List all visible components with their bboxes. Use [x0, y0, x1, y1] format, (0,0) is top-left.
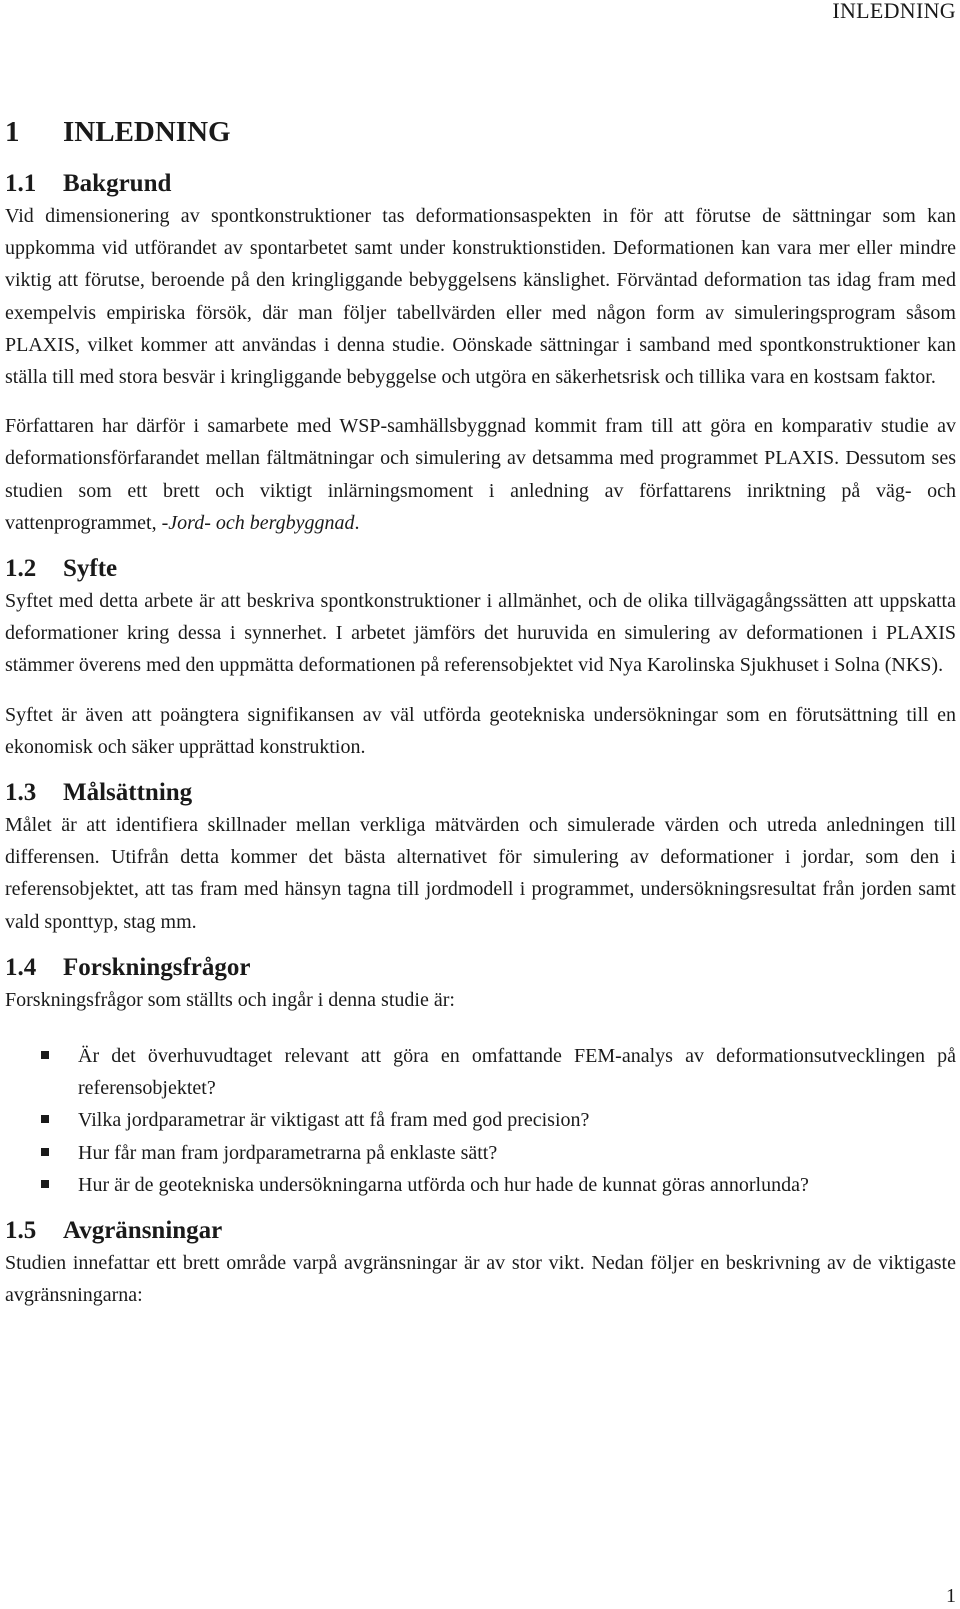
section-number: 1.4: [5, 953, 37, 981]
section-heading-bakgrund: [5, 168, 956, 200]
section-heading-syfte: [5, 553, 956, 585]
research-question-list: [5, 1040, 956, 1201]
section-title: Forskningsfrågor: [63, 953, 251, 981]
chapter-title: INLEDNING: [63, 116, 231, 148]
section-title: Målsättning: [63, 779, 193, 807]
list-item: [5, 1169, 956, 1201]
list-item: [5, 1137, 956, 1169]
list-item: [5, 1040, 956, 1104]
section-number: 1.2: [5, 555, 37, 583]
malsattning-paragraph-1: Målet är att identifiera skillnader mellan verkliga mätvärden och simulerade värden och utreda anledningen till differensen. Utifrån detta kommer det bästa alternativet för simulering av deformationer i jordar, som den i referensobjektet, att tas fram med hänsyn tagna till jordmodell i programmet, undersökningsresultat från jorden samt vald sponttyp, stag mm.: [5, 814, 956, 933]
chapter-number: 1: [5, 116, 20, 148]
running-header: INLEDNING: [832, 0, 956, 23]
bakgrund-paragraph-2: [5, 410, 956, 539]
syfte-paragraph-1: Syftet med detta arbete är att beskriva spontkonstruktioner i allmänhet, och de olika tillvägagångssätten att uppskatta deformationer kring dessa i synnerhet. I arbetet jämförs det huruvida en simulering av deformationen i PLAXIS stämmer överens med den uppmätta deformationen på referensobjektet vid Nya Karolinska Sjukhuset i Solna (NKS).: [5, 590, 956, 677]
page-number: 1: [946, 1585, 956, 1607]
square-bullet-icon: [41, 1148, 49, 1156]
section-heading-malsattning: [5, 777, 956, 809]
section-heading-avgransningar: [5, 1215, 956, 1247]
research-question: Är det överhuvudtaget relevant att göra en omfattande FEM-analys av deformationsutvecklingen på referensobjektet?: [78, 1045, 956, 1100]
research-question: Vilka jordparametrar är viktigast att få fram med god precision?: [78, 1109, 590, 1132]
section-title: Bakgrund: [63, 170, 172, 197]
bakgrund-paragraph-2-text: Författaren har därför i samarbete med WSP-samhällsbyggnad kommit fram till att göra en komparativ studie av deformationsförfarandet mellan fältmätningar och simulering av detsamma med programmet PLAXIS. Dessutom ses studien som ett brett och viktigt inlärningsmoment i anledning av författarens inriktning på väg- och vattenprogrammet, -: [5, 415, 956, 534]
section-number: 1.3: [5, 779, 37, 807]
section-heading-forskningsfragor: [5, 952, 956, 984]
section-number: 1.1: [5, 170, 37, 197]
research-question: Hur får man fram jordparametrarna på enklaste sätt?: [78, 1141, 498, 1164]
section-title: Avgränsningar: [63, 1217, 223, 1245]
forskningsfragor-intro: Forskningsfrågor som ställts och ingår i denna studie är:: [5, 988, 455, 1011]
avgransningar-paragraph-1: Studien innefattar ett brett område varpå avgränsningar är av stor vikt. Nedan följer en beskrivning av de viktigaste avgränsningarna:: [5, 1252, 956, 1307]
square-bullet-icon: [41, 1180, 49, 1188]
chapter-heading: [5, 116, 956, 148]
syfte-paragraph-2: Syftet är även att poängtera signifikansen av väl utförda geotekniska undersökningar som en förutsättning till en ekonomisk och säker upprättad konstruktion.: [5, 703, 956, 758]
research-question: Hur är de geotekniska undersökningarna utförda och hur hade de kunnat göras annorlunda?: [78, 1173, 809, 1196]
square-bullet-icon: [41, 1115, 49, 1123]
list-item: [5, 1104, 956, 1136]
page-content: [5, 116, 956, 1311]
program-name: Jord- och bergbyggnad: [168, 511, 355, 534]
square-bullet-icon: [41, 1051, 49, 1059]
section-title: Syfte: [63, 555, 118, 583]
bakgrund-paragraph-1: Vid dimensionering av spontkonstruktioner tas deformationsaspekten in för att förutse de sättningar som kan uppkomma vid utförandet av spontarbetet samt under konstruktionstiden. Deformationen kan vara mer eller mindre viktig att förutse, beroende på den kringliggande bebyggelsens känslighet. Förväntad deformation tas idag fram med exempelvis empiriska försök, där man följer tabellvärden eller med någon form av simuleringsprogram såsom PLAXIS, vilket kommer att användas i denna studie. Oönskade sättningar i samband med spontkonstruktioner kan ställa till med stora besvär i kringliggande bebyggelse och utgöra en säkerhetsrisk och tillika vara en kostsam faktor.: [5, 205, 956, 389]
bakgrund-paragraph-2-end: .: [354, 511, 360, 534]
section-number: 1.5: [5, 1217, 37, 1245]
